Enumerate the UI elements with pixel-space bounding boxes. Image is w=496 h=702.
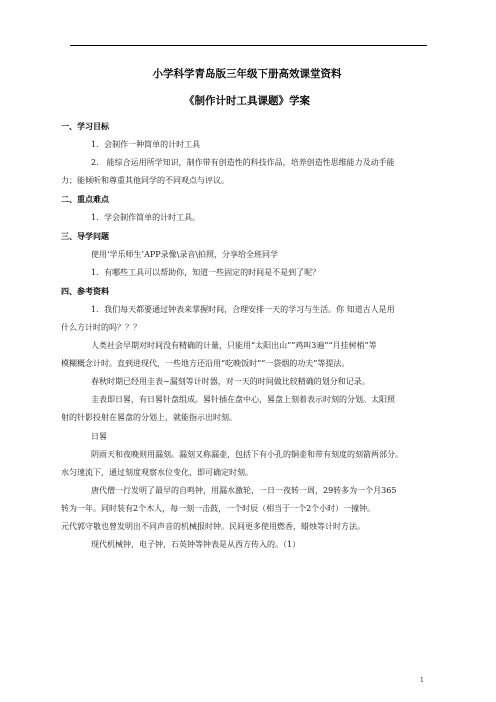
paragraph: 力；能倾听和尊重其他同学的不同观点与评议。 [61, 176, 229, 185]
paragraph: 使用‘学乐师生’APP录像\录音\拍照，分享给全班同学 [91, 250, 279, 259]
paragraph: 春秋时期已经用圭表~漏刻等计时器，对一天的时间做比较精确的划分和记录。 [91, 377, 370, 386]
paragraph: 1．学会制作简单的计时工具。 [91, 213, 201, 222]
paragraph: 现代机械钟，电子钟，石英钟等钟表是从西方传入的。（1） [91, 540, 301, 549]
paragraph: 1．会制作一种简单的计时工具 [91, 140, 201, 149]
paragraph: 什么方计时的吗？？？ [61, 323, 141, 332]
paragraph: 模糊概念计时。直到进现代，一些地方还沿用“吃晚饭时”“一袋烟的功夫”等提法。 [61, 359, 350, 368]
paragraph: 唐代僧一行发明了最早的自鸣钟，用漏水激轮，一日一夜转一周，29转多为一个月365 [91, 486, 397, 495]
paragraph: 射的针影投射在晷盘的分划上，就能指示出时刻。 [61, 413, 237, 422]
document-subtitle: 《制作计时工具课题》学案 [184, 95, 310, 107]
page-number: 1 [420, 677, 424, 684]
paragraph: 元代郭守敬也曾发明出不同声音的机械报时钟。民间更多使用燃香，蜡烛等计时方法。 [61, 522, 365, 531]
paragraph: 阴雨天和夜晚则用漏刻。漏刻又称漏壶，包括下有小孔的铜壶和带有刻度的刻箭两部分。 [91, 450, 403, 459]
document-title: 小学科学青岛版三年级下册高效课堂资料 [152, 68, 342, 80]
paragraph: 1．我们每天都要通过钟表来掌握时间，合理安排一天的学习与生活。你 知道古人是用 [91, 305, 395, 314]
section-heading: 二、重点难点 [61, 194, 109, 204]
paragraph: 人类社会早期对时间没有精确的计量，只能用“太阳出山”“鸡叫3遍”“月挂树梢”等 [91, 341, 377, 350]
section-heading: 四、参考资料 [61, 286, 109, 296]
paragraph: 水匀速流下，通过刻度观察水位变化，即可确定时刻。 [61, 468, 253, 477]
paragraph: 圭表即日晷，有日晷针盘组成。晷针插在盘中心，晷盘上刻着表示时刻的分划。太阳照 [91, 395, 395, 404]
paragraph: 转为一年。同时装有2个木人，每一刻一击鼓，一个时辰（相当于一个2个小时）一撞钟。 [61, 504, 376, 513]
paragraph: 日晷 [91, 432, 107, 441]
section-heading: 一、学习目标 [61, 121, 109, 131]
paragraph: 1．有哪些工具可以帮助你，知道一些固定的时间是不是到了呢？ [91, 268, 321, 277]
section-heading: 三、导学问题 [61, 231, 109, 241]
header-rule [70, 45, 427, 46]
paragraph: 2. 能综合运用所学知识，制作带有创造性的科技作品，培养创造性思维能力及动手能 [91, 158, 395, 167]
